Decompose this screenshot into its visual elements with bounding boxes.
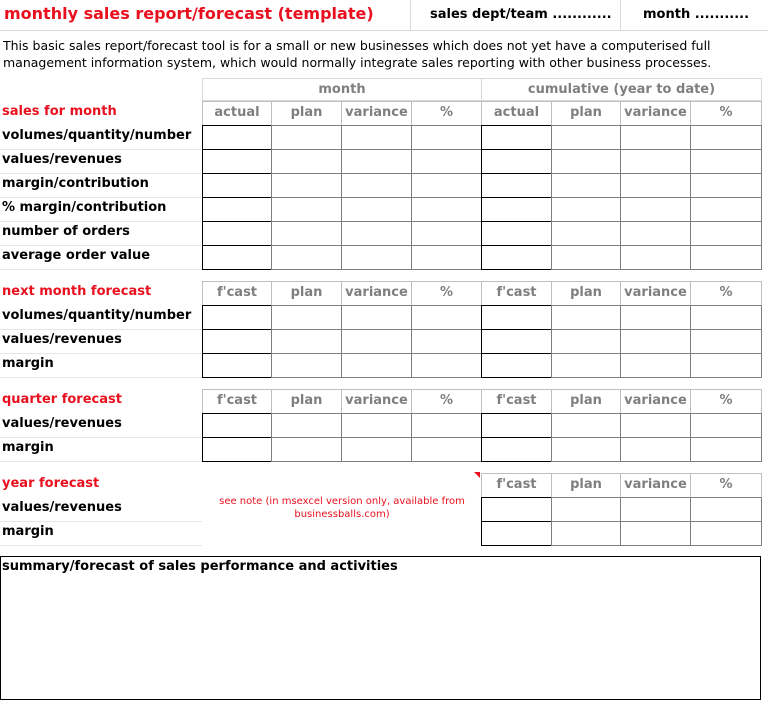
input-cell[interactable] <box>271 437 342 462</box>
row-label: volumes/quantity/number <box>2 308 192 323</box>
input-cell[interactable] <box>411 173 482 198</box>
row-label: margin <box>2 356 54 371</box>
input-cell[interactable] <box>481 125 552 150</box>
row-label: number of orders <box>2 224 130 239</box>
column-header: % <box>690 473 762 498</box>
row-divider <box>0 545 202 546</box>
column-header: f'cast <box>481 281 552 306</box>
page-title: monthly sales report/forecast (template) <box>4 4 374 23</box>
column-header: f'cast <box>481 473 552 498</box>
input-cell[interactable] <box>411 197 482 222</box>
input-cell[interactable] <box>620 353 691 378</box>
input-cell[interactable] <box>271 173 342 198</box>
column-header: variance <box>620 281 691 306</box>
input-cell[interactable] <box>690 149 762 174</box>
row-divider <box>0 437 202 438</box>
column-header: % <box>411 101 482 126</box>
input-cell[interactable] <box>341 125 412 150</box>
input-cell[interactable] <box>620 437 691 462</box>
group-header-month: month <box>202 78 482 101</box>
input-cell[interactable] <box>411 125 482 150</box>
row-label: values/revenues <box>2 500 122 515</box>
column-header: actual <box>481 101 552 126</box>
column-header: variance <box>341 281 412 306</box>
input-cell[interactable] <box>411 221 482 246</box>
input-cell[interactable] <box>202 197 272 222</box>
input-cell[interactable] <box>690 173 762 198</box>
input-cell[interactable] <box>620 497 691 522</box>
input-cell[interactable] <box>620 221 691 246</box>
column-header: plan <box>271 101 342 126</box>
input-cell[interactable] <box>341 221 412 246</box>
column-header: plan <box>551 389 621 414</box>
row-divider <box>0 461 202 462</box>
input-cell[interactable] <box>271 149 342 174</box>
input-cell[interactable] <box>271 245 342 270</box>
year-forecast-note: see note (in msexcel version only, available from businessballs.com) <box>219 496 465 520</box>
input-cell[interactable] <box>551 353 621 378</box>
input-cell[interactable] <box>202 221 272 246</box>
input-cell[interactable] <box>551 329 621 354</box>
input-cell[interactable] <box>620 305 691 330</box>
row-divider <box>0 149 202 150</box>
sales-dept-field[interactable]: sales dept/team ............ <box>430 7 612 22</box>
input-cell[interactable] <box>271 329 342 354</box>
input-cell[interactable] <box>202 173 272 198</box>
column-header: % <box>411 389 482 414</box>
column-header: % <box>690 389 762 414</box>
input-cell[interactable] <box>620 125 691 150</box>
input-cell[interactable] <box>481 173 552 198</box>
input-cell[interactable] <box>271 221 342 246</box>
input-cell[interactable] <box>551 305 621 330</box>
input-cell[interactable] <box>271 125 342 150</box>
column-header: actual <box>202 101 272 126</box>
input-cell[interactable] <box>551 149 621 174</box>
input-cell[interactable] <box>341 329 412 354</box>
input-cell[interactable] <box>271 197 342 222</box>
input-cell[interactable] <box>481 497 552 522</box>
column-header: plan <box>551 473 621 498</box>
input-cell[interactable] <box>690 305 762 330</box>
input-cell[interactable] <box>690 197 762 222</box>
header-divider <box>0 30 768 31</box>
input-cell[interactable] <box>411 353 482 378</box>
summary-box[interactable] <box>0 556 761 700</box>
header-divider <box>410 0 411 30</box>
month-field[interactable]: month ........... <box>643 7 750 22</box>
input-cell[interactable] <box>551 521 621 546</box>
intro-text: This basic sales report/forecast tool is for a small or new businesses which does not yet have a computerised full management information system, which would normally integrate sales reporting with other business processes. <box>3 38 712 70</box>
column-header: plan <box>271 389 342 414</box>
column-header: f'cast <box>202 281 272 306</box>
input-cell[interactable] <box>690 353 762 378</box>
column-header: f'cast <box>202 389 272 414</box>
column-header: plan <box>551 101 621 126</box>
column-header: % <box>690 101 762 126</box>
input-cell[interactable] <box>551 245 621 270</box>
input-cell[interactable] <box>481 437 552 462</box>
input-cell[interactable] <box>620 197 691 222</box>
row-divider <box>0 377 202 378</box>
row-label: % margin/contribution <box>2 200 167 215</box>
row-label: volumes/quantity/number <box>2 128 192 143</box>
input-cell[interactable] <box>411 413 482 438</box>
input-cell[interactable] <box>690 497 762 522</box>
input-cell[interactable] <box>481 197 552 222</box>
input-cell[interactable] <box>690 329 762 354</box>
input-cell[interactable] <box>551 221 621 246</box>
section-title: next month forecast <box>2 284 152 299</box>
input-cell[interactable] <box>620 245 691 270</box>
row-label: margin/contribution <box>2 176 149 191</box>
input-cell[interactable] <box>481 221 552 246</box>
column-header: plan <box>551 281 621 306</box>
row-divider <box>0 221 202 222</box>
column-header: variance <box>341 101 412 126</box>
input-cell[interactable] <box>341 245 412 270</box>
input-cell[interactable] <box>690 437 762 462</box>
input-cell[interactable] <box>551 197 621 222</box>
section-title: quarter forecast <box>2 392 122 407</box>
row-divider <box>0 197 202 198</box>
row-label: margin <box>2 440 54 455</box>
input-cell[interactable] <box>202 149 272 174</box>
row-divider <box>0 269 202 270</box>
input-cell[interactable] <box>341 413 412 438</box>
input-cell[interactable] <box>341 149 412 174</box>
input-cell[interactable] <box>202 329 272 354</box>
row-divider <box>0 521 202 522</box>
input-cell[interactable] <box>620 521 691 546</box>
input-cell[interactable] <box>690 245 762 270</box>
header-divider <box>620 0 621 30</box>
section-title: sales for month <box>2 104 117 119</box>
row-divider <box>0 353 202 354</box>
column-header: variance <box>620 101 691 126</box>
input-cell[interactable] <box>481 245 552 270</box>
input-cell[interactable] <box>411 305 482 330</box>
column-header: % <box>690 281 762 306</box>
input-cell[interactable] <box>481 353 552 378</box>
input-cell[interactable] <box>551 497 621 522</box>
section-title: year forecast <box>2 476 100 491</box>
input-cell[interactable] <box>341 353 412 378</box>
column-header: % <box>411 281 482 306</box>
column-header: variance <box>620 389 691 414</box>
input-cell[interactable] <box>551 437 621 462</box>
input-cell[interactable] <box>620 173 691 198</box>
row-label: values/revenues <box>2 332 122 347</box>
input-cell[interactable] <box>341 437 412 462</box>
row-label: average order value <box>2 248 151 263</box>
summary-title: summary/forecast of sales performance and activities <box>2 559 398 574</box>
input-cell[interactable] <box>481 149 552 174</box>
input-cell[interactable] <box>481 521 552 546</box>
row-divider <box>0 245 202 246</box>
input-cell[interactable] <box>202 353 272 378</box>
input-cell[interactable] <box>411 149 482 174</box>
input-cell[interactable] <box>690 521 762 546</box>
comment-marker <box>474 472 480 478</box>
input-cell[interactable] <box>481 329 552 354</box>
input-cell[interactable] <box>690 413 762 438</box>
column-header: variance <box>620 473 691 498</box>
input-cell[interactable] <box>271 305 342 330</box>
input-cell[interactable] <box>411 329 482 354</box>
input-cell[interactable] <box>411 437 482 462</box>
input-cell[interactable] <box>481 413 552 438</box>
input-cell[interactable] <box>690 221 762 246</box>
row-label: margin <box>2 524 54 539</box>
column-header: plan <box>271 281 342 306</box>
input-cell[interactable] <box>551 173 621 198</box>
input-cell[interactable] <box>202 245 272 270</box>
input-cell[interactable] <box>620 329 691 354</box>
group-header-cumulative: cumulative (year to date) <box>481 78 762 101</box>
input-cell[interactable] <box>341 197 412 222</box>
column-header: f'cast <box>481 389 552 414</box>
input-cell[interactable] <box>202 125 272 150</box>
input-cell[interactable] <box>202 305 272 330</box>
input-cell[interactable] <box>551 125 621 150</box>
input-cell[interactable] <box>202 413 272 438</box>
row-divider <box>0 173 202 174</box>
input-cell[interactable] <box>620 413 691 438</box>
input-cell[interactable] <box>341 173 412 198</box>
input-cell[interactable] <box>202 437 272 462</box>
input-cell[interactable] <box>690 125 762 150</box>
row-label: values/revenues <box>2 152 122 167</box>
input-cell[interactable] <box>620 149 691 174</box>
row-divider <box>0 329 202 330</box>
input-cell[interactable] <box>271 413 342 438</box>
row-label: values/revenues <box>2 416 122 431</box>
input-cell[interactable] <box>411 245 482 270</box>
input-cell[interactable] <box>271 353 342 378</box>
input-cell[interactable] <box>341 305 412 330</box>
column-header: variance <box>341 389 412 414</box>
input-cell[interactable] <box>551 413 621 438</box>
input-cell[interactable] <box>481 305 552 330</box>
